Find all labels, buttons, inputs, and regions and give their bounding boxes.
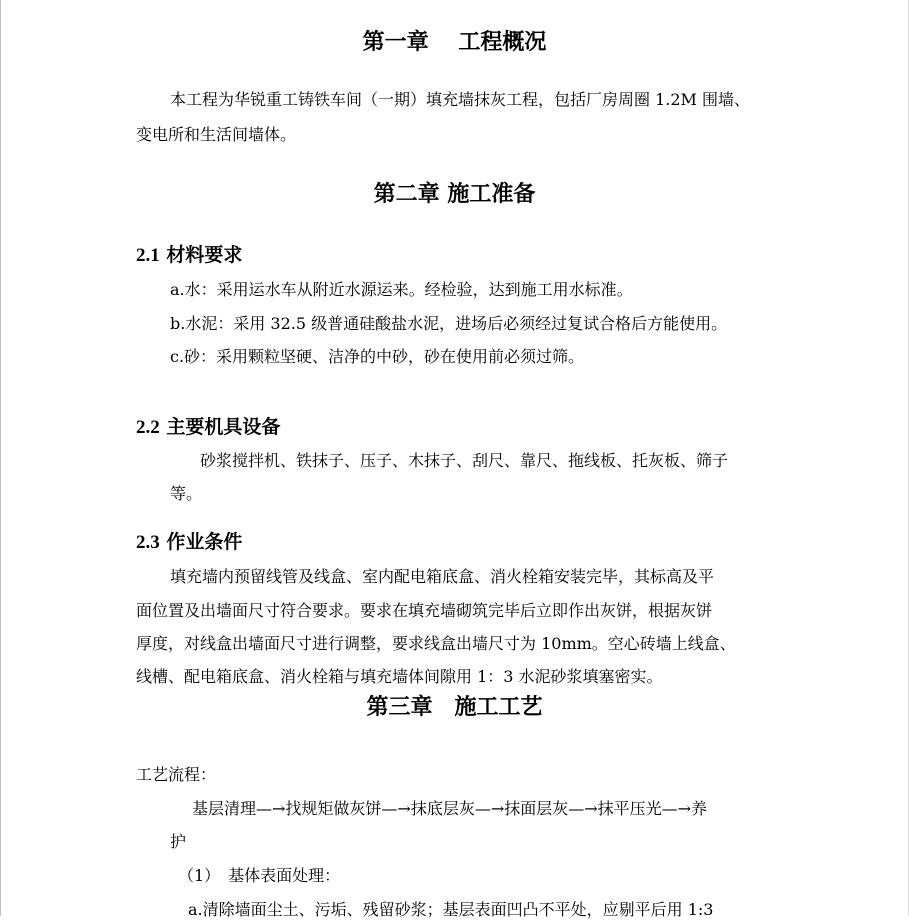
step-1-item-a: a.清除墙面尘土、污垢、残留砂浆；基层表面凹凸不平处，应剔平后用 1:3 xyxy=(188,900,714,919)
chapter-3-title: 第三章 施工工艺 xyxy=(366,694,543,720)
equipment-line-1: 砂浆搅拌机、铁抹子、压子、木抹子、刮尺、靠尺、拖线板、托灰板、筛子 xyxy=(200,451,729,470)
chapter-2-title: 第二章 施工准备 xyxy=(373,181,536,207)
conditions-line-2: 面位置及出墙面尺寸符合要求。要求在填充墙砌筑完毕后立即作出灰饼，根据灰饼 xyxy=(136,601,713,620)
material-item-sand: c.砂：采用颗粒坚硬、洁净的中砂，砂在使用前必须过筛。 xyxy=(170,347,585,366)
section-2-3-title: 作业条件 xyxy=(159,531,243,553)
section-2-1-title: 材料要求 xyxy=(159,244,243,266)
section-2-1-heading xyxy=(136,243,242,268)
conditions-line-4: 线槽、配电箱底盒、消火栓箱与填充墙体间隙用 1：3 水泥砂浆填塞密实。 xyxy=(136,667,663,686)
process-flow-label: 工艺流程： xyxy=(136,765,217,784)
section-2-2-heading xyxy=(136,415,280,440)
process-flow-line-1: 基层清理—→找规矩做灰饼—→抹底层灰—→抹面层灰—→抹平压光—→养 xyxy=(192,799,708,818)
material-item-cement: b.水泥：采用 32.5 级普通硅酸盐水泥，进场后必须经过复试合格后方能使用。 xyxy=(170,314,728,333)
equipment-line-2: 等。 xyxy=(170,484,203,503)
section-2-3-heading xyxy=(136,530,242,555)
chapter-1-paragraph-line-2: 变电所和生活间墙体。 xyxy=(136,125,297,144)
chapter-1-paragraph-line-1: 本工程为华锐重工铸铁车间（一期）填充墙抹灰工程，包括厂房周圈 1.2M 围墙、 xyxy=(170,90,751,109)
section-2-2-number: 2.2 xyxy=(136,417,160,438)
process-flow-line-2: 护 xyxy=(170,832,187,851)
section-2-3-number: 2.3 xyxy=(136,532,160,553)
section-2-2-title: 主要机具设备 xyxy=(159,416,281,438)
chapter-1-title: 第一章 工程概况 xyxy=(362,29,547,55)
conditions-line-1: 填充墙内预留线管及线盒、室内配电箱底盒、消火栓箱安装完毕，其标高及平 xyxy=(170,567,715,586)
section-2-1-number: 2.1 xyxy=(136,245,160,266)
material-item-water: a.水：采用运水车从附近水源运来。经检验，达到施工用水标准。 xyxy=(170,280,633,299)
step-1-heading: （1） 基体表面处理： xyxy=(178,866,341,885)
conditions-line-3: 厚度，对线盒出墙面尺寸进行调整，要求线盒出墙尺寸为 10mm。空心砖墙上线盒、 xyxy=(136,634,736,653)
